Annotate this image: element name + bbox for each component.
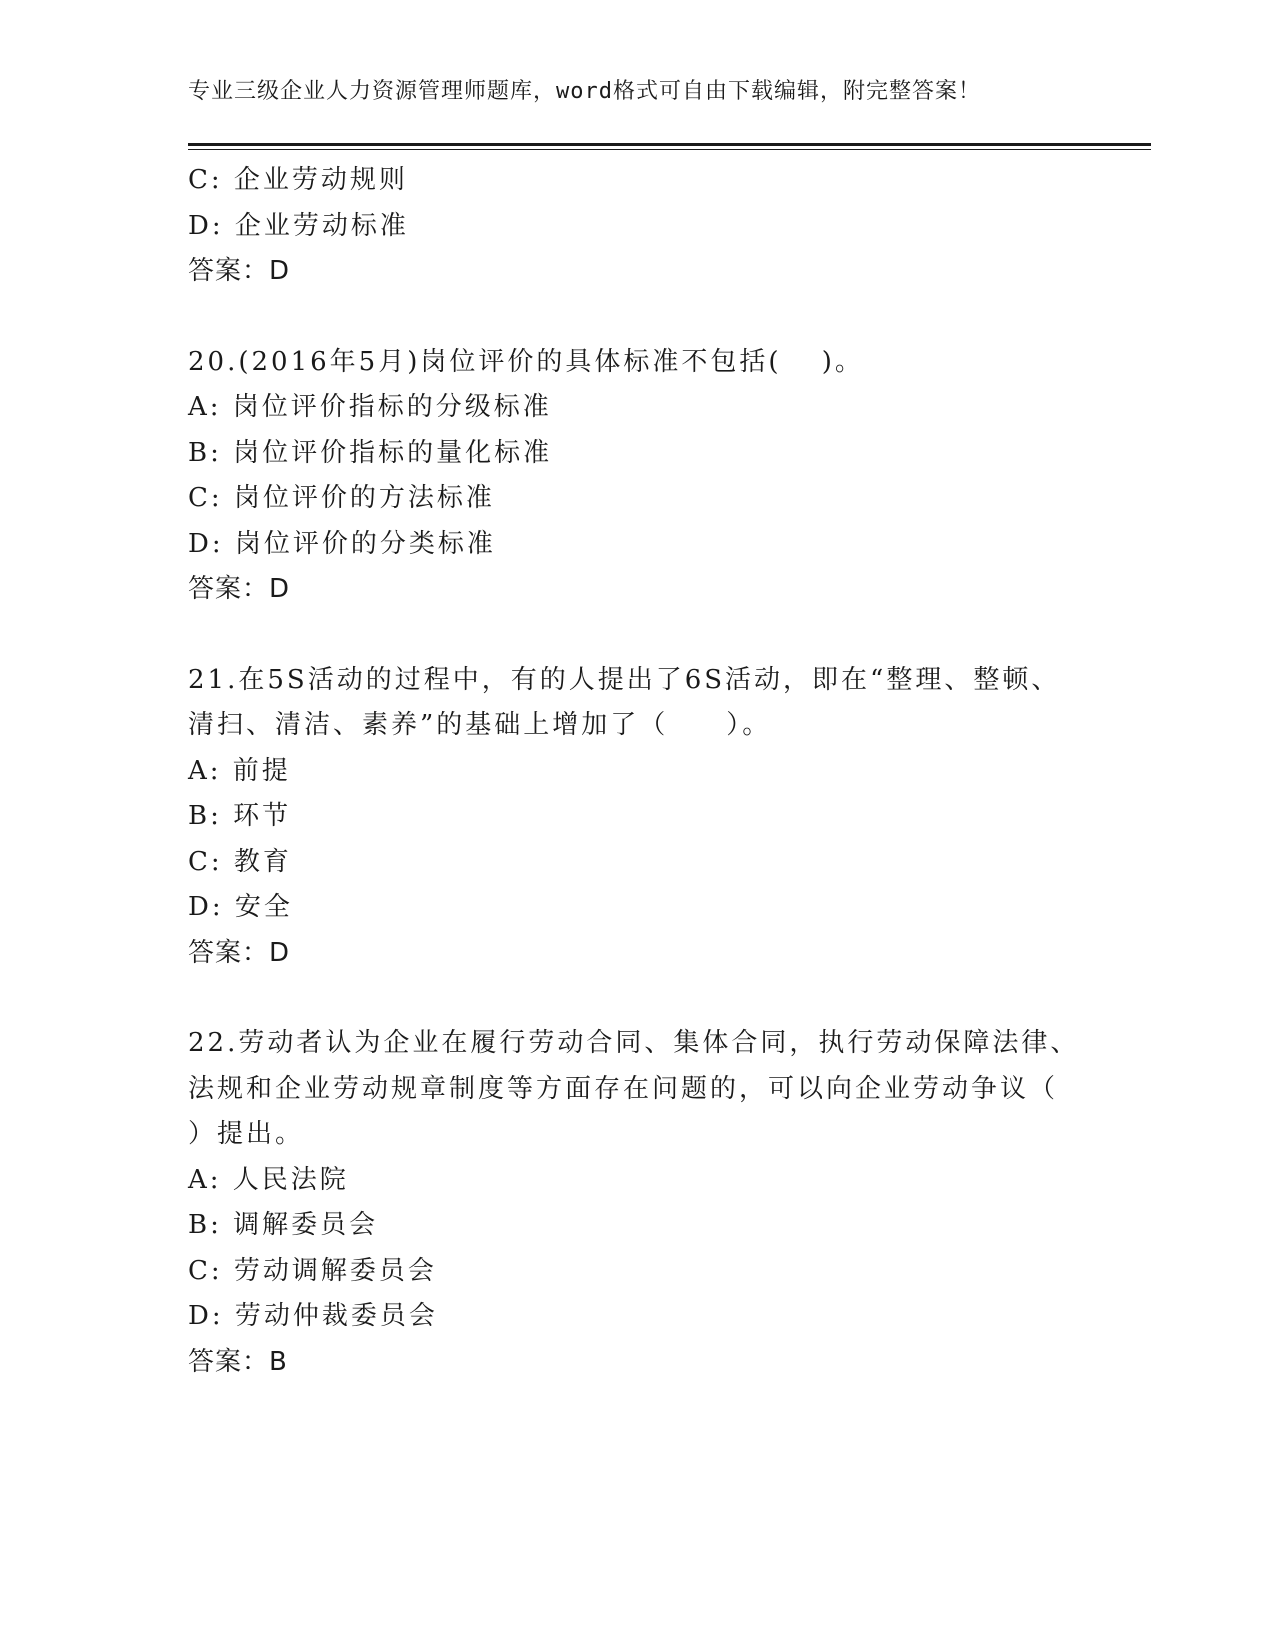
answer-line: 答案：D	[188, 574, 291, 604]
question-19-tail	[188, 158, 1068, 295]
question-22	[188, 1021, 1080, 1385]
option-c: C: 岗位评价的方法标准	[188, 483, 495, 513]
header-rule-thick	[188, 143, 1151, 146]
option-c: C: 教育	[188, 846, 292, 877]
option-d: D: 劳动仲裁委员会	[188, 1301, 438, 1331]
header-rule-thin	[188, 149, 1151, 150]
answer-line: 答案：B	[188, 1346, 288, 1377]
option-d: D: 岗位评价的分类标准	[188, 528, 496, 559]
question-stem: ）提出。	[188, 1119, 305, 1149]
question-stem: 法规和企业劳动规章制度等方面存在问题的，可以向企业劳动争议（	[188, 1073, 1059, 1104]
option-d: D: 安全	[188, 892, 293, 922]
spacer	[188, 613, 1068, 658]
answer-line: 答案：D	[188, 256, 291, 286]
option-a: A: 人民法院	[188, 1164, 349, 1195]
question-stem: 20.(2016年5月)岗位评价的具体标准不包括( )。	[188, 346, 864, 377]
document-body	[188, 158, 1080, 1385]
option-b: B: 调解委员会	[188, 1210, 379, 1240]
option-d: D: 企业劳动标准	[188, 210, 409, 241]
option-c: C: 企业劳动规则	[188, 165, 408, 195]
question-stem: 21.在5S活动的过程中，有的人提出了6S活动，即在“整理、整顿、	[188, 664, 1061, 695]
document-header: 专业三级企业人力资源管理师题库，word格式可自由下载编辑，附完整答案！	[188, 79, 981, 104]
answer-line: 答案：D	[188, 937, 291, 968]
spacer	[188, 295, 1068, 340]
question-stem: 22.劳动者认为企业在履行劳动合同、集体合同，执行劳动保障法律、	[188, 1028, 1080, 1058]
question-21	[188, 658, 1068, 977]
question-stem: 清扫、清洁、素养”的基础上增加了（ ）。	[188, 710, 772, 740]
option-c: C: 劳动调解委员会	[188, 1255, 437, 1286]
option-a: A: 岗位评价指标的分级标准	[188, 392, 552, 422]
spacer	[188, 976, 1068, 1021]
option-a: A: 前提	[188, 755, 291, 786]
question-20	[188, 340, 1068, 613]
option-b: B: 岗位评价指标的量化标准	[188, 437, 553, 468]
option-b: B: 环节	[188, 801, 292, 831]
